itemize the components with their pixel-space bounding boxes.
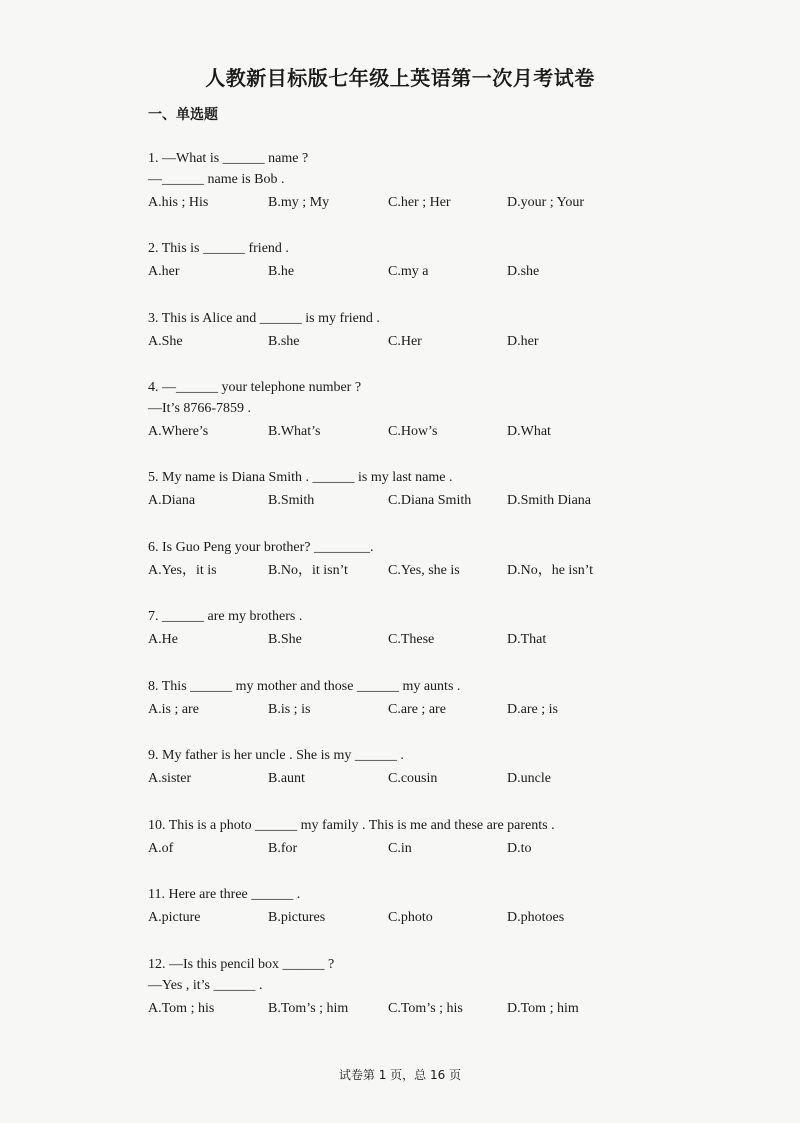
option-c: C.These	[388, 632, 435, 647]
options-row	[148, 331, 768, 353]
question-stem-line: —It’s 8766-7859 .	[148, 401, 252, 416]
option-c: C.Diana Smith	[388, 493, 472, 508]
option-a: A.is ; are	[148, 702, 199, 717]
question-stem-line: 10. This is a photo ______ my family . This is me and these are parents .	[148, 818, 555, 833]
option-c: C.How’s	[388, 424, 438, 439]
option-c: C.her ; Her	[388, 195, 451, 210]
question-11	[148, 884, 768, 929]
option-a: A.sister	[148, 771, 192, 786]
question-10	[148, 815, 768, 860]
option-d: D.What	[507, 424, 551, 439]
option-d: D.your ; Your	[507, 195, 585, 210]
option-b: B.What’s	[268, 424, 321, 439]
option-d: D.No，he isn’t	[507, 563, 594, 578]
option-a: A.his ; His	[148, 195, 209, 210]
option-a: A.Tom ; his	[148, 1001, 215, 1016]
options-row	[148, 490, 768, 512]
options-row	[148, 629, 768, 651]
options-row	[148, 192, 768, 214]
page-title: 人教新目标版七年级上英语第一次月考试卷	[205, 66, 595, 90]
option-d: D.Smith Diana	[507, 493, 591, 508]
question-2	[148, 238, 768, 283]
question-stem-line: 6. Is Guo Peng your brother? ________.	[148, 540, 374, 555]
question-12	[148, 954, 768, 1020]
question-4	[148, 377, 768, 443]
option-b: B.my ; My	[268, 195, 330, 210]
option-d: D.her	[507, 334, 539, 349]
option-c: C.Yes, she is	[388, 563, 460, 578]
option-d: D.That	[507, 632, 547, 647]
option-a: A.She	[148, 334, 183, 349]
question-3	[148, 308, 768, 353]
question-6	[148, 537, 768, 582]
option-d: D.she	[507, 264, 540, 279]
question-1	[148, 148, 768, 214]
question-stem-line: 1. —What is ______ name ?	[148, 151, 309, 166]
option-d: D.Tom ; him	[507, 1001, 579, 1016]
options-row	[148, 768, 768, 790]
option-c: C.photo	[388, 910, 433, 925]
option-a: A.He	[148, 632, 178, 647]
option-b: B.aunt	[268, 771, 305, 786]
question-stem-line: 12. —Is this pencil box ______ ?	[148, 957, 335, 972]
option-c: C.are ; are	[388, 702, 446, 717]
question-stem-line: 4. —______ your telephone number ?	[148, 380, 362, 395]
options-row	[148, 560, 768, 582]
option-d: D.uncle	[507, 771, 551, 786]
question-stem-line: 7. ______ are my brothers .	[148, 609, 303, 624]
section-heading: 一、单选题	[148, 107, 218, 123]
option-a: A.of	[148, 841, 174, 856]
question-stem-line: —______ name is Bob .	[148, 172, 285, 187]
option-a: A.picture	[148, 910, 201, 925]
option-b: B.for	[268, 841, 298, 856]
question-5	[148, 467, 768, 512]
options-row	[148, 838, 768, 860]
question-7	[148, 606, 768, 651]
option-a: A.her	[148, 264, 180, 279]
question-stem-line: 5. My name is Diana Smith . ______ is my last name .	[148, 470, 453, 485]
options-row	[148, 699, 768, 721]
option-c: C.in	[388, 841, 412, 856]
option-c: C.my a	[388, 264, 429, 279]
option-b: B.he	[268, 264, 295, 279]
question-stem-line: 11. Here are three ______ .	[148, 887, 301, 902]
option-b: B.she	[268, 334, 300, 349]
page-footer: 试卷第 1 页，总 16 页	[338, 1068, 462, 1082]
option-b: B.Tom’s ; him	[268, 1001, 349, 1016]
question-stem-line: 8. This ______ my mother and those ______ my aunts .	[148, 679, 461, 694]
question-9	[148, 745, 768, 790]
options-row	[148, 261, 768, 283]
option-d: D.are ; is	[507, 702, 558, 717]
option-b: B.No，it isn’t	[268, 563, 348, 578]
option-b: B.is ; is	[268, 702, 311, 717]
option-a: A.Where’s	[148, 424, 209, 439]
option-b: B.pictures	[268, 910, 326, 925]
option-a: A.Yes，it is	[148, 563, 217, 578]
question-stem-line: —Yes , it’s ______ .	[148, 978, 263, 993]
option-d: D.photoes	[507, 910, 565, 925]
question-stem-line: 3. This is Alice and ______ is my friend .	[148, 311, 380, 326]
option-b: B.She	[268, 632, 302, 647]
option-a: A.Diana	[148, 493, 196, 508]
option-c: C.cousin	[388, 771, 438, 786]
option-c: C.Her	[388, 334, 422, 349]
option-b: B.Smith	[268, 493, 315, 508]
options-row	[148, 998, 768, 1020]
option-c: C.Tom’s ; his	[388, 1001, 463, 1016]
question-stem-line: 2. This is ______ friend .	[148, 241, 289, 256]
question-8	[148, 676, 768, 721]
options-row	[148, 907, 768, 929]
question-stem-line: 9. My father is her uncle . She is my ______ .	[148, 748, 404, 763]
options-row	[148, 421, 768, 443]
option-d: D.to	[507, 841, 532, 856]
